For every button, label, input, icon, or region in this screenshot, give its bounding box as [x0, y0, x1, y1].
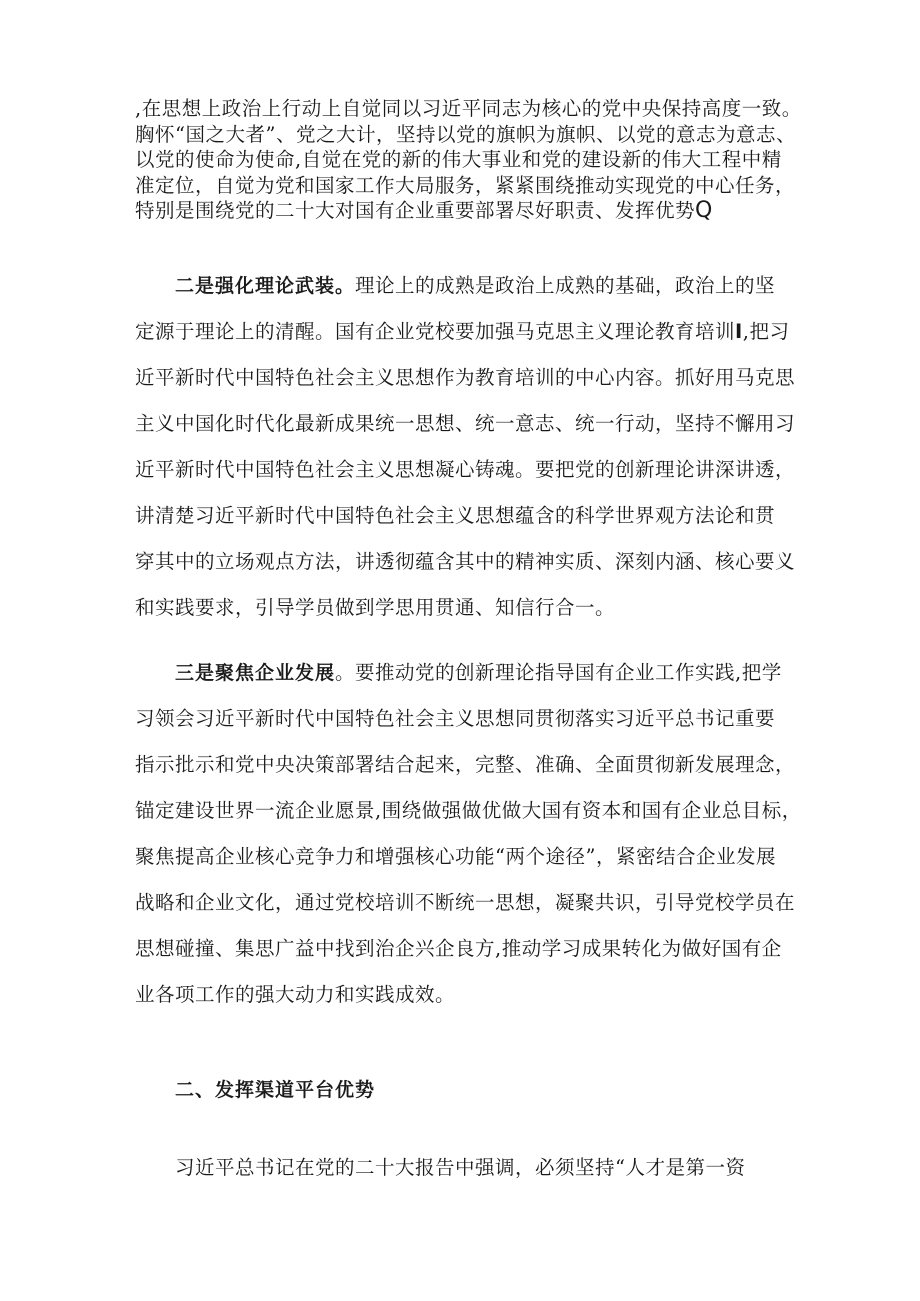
text-line [135, 650, 802, 696]
paragraph-theory-arming [135, 263, 795, 631]
text-line [135, 198, 802, 224]
text-line-content: 定源于理论上的清醒。国有企业党校要加强马克思主义理论教育培训 [135, 320, 736, 343]
paragraph-lead-heading: 二是强化理论武装。 [175, 275, 356, 297]
text-line: 以党的使命为使命,自觉在党的新的伟大事业和党的建设新的伟大工程中精 [135, 148, 782, 171]
text-line: 近平新时代中国特色社会主义思想凝心铸魂。要把党的创新理论讲深讲透， [135, 458, 796, 481]
text-line: 准定位，自觉为党和国家工作大局服务，紧紧围绕推动实现党的中心任务， [135, 173, 796, 197]
text-line [135, 309, 795, 355]
text-line-content: 特别是围绕党的二十大对国有企业重要部署尽好职责、发挥优势 [135, 199, 696, 222]
text-line: 胸怀“国之大者”、党之大计，坚持以党的旗帜为旗帜、以党的意志为意志、 [135, 122, 796, 146]
scan-artifact-mark: Q [695, 198, 713, 223]
text-line: 战略和企业文化，通过党校培训不断统一思想，凝聚共识，引导党校学员在 [135, 891, 796, 914]
text-line: 思想碰撞、集思广益中找到治企兴企良方,推动学习成果转化为做好国有企 [135, 937, 782, 960]
text-line: 聚焦提高企业核心竞争力和增强核心功能“两个途径”，紧密结合企业发展 [135, 845, 776, 868]
text-line: 习近平总书记在党的二十大报告中强调，必须坚持“人才是第一资 [175, 1156, 746, 1179]
paragraph-political-alignment [135, 96, 802, 224]
text-line: 讲清楚习近平新时代中国特色社会主义思想蕴含的科学世界观方法论和贯 [135, 504, 776, 527]
section-heading: 二、发挥渠道平台优势 [175, 1079, 376, 1101]
text-line: 主义中国化时代化最新成果统一思想、统一意志、统一行动，坚持不懈用习 [135, 412, 796, 435]
text-line: 业各项工作的强大动力和实践成效。 [135, 983, 456, 1006]
text-line: 锚定建设世界一流企业愿景,围绕做强做优做大国有资本和国有企业总目标， [135, 799, 802, 822]
text-line-content: 。要推动党的创新理论指导国有企业工作实践,把学 [335, 661, 782, 684]
paragraph-enterprise-development [135, 650, 802, 1018]
text-line [135, 263, 795, 309]
paragraph-talent [135, 1145, 745, 1191]
text-line: ,在思想上政治上行动上自觉同以习近平同志为核心的党中央保持高度一致。 [135, 97, 802, 120]
text-line: 近平新时代中国特色社会主义思想作为教育培训的中心内容。抓好用马克思 [135, 366, 796, 389]
paragraph-lead-heading: 三是聚焦企业发展 [175, 662, 336, 684]
scan-artifact-mark: I [735, 320, 743, 343]
text-line: 穿其中的立场观点方法，讲透彻蕴含其中的精神实质、深刻内涵、核心要义 [135, 550, 796, 573]
text-line: 指示批示和党中央决策部署结合起来，完整、准确、全面贯彻新发展理念， [135, 753, 796, 776]
text-line: 和实践要求，引导学员做到学思用贯通、知信行合一。 [135, 596, 616, 619]
text-line-content: ,把习 [742, 320, 790, 343]
text-line: 习领会习近平新时代中国特色社会主义思想同贯彻落实习近平总书记重要 [135, 707, 776, 730]
text-line-content: 理论上的成熟是政治上成熟的基础，政治上的坚 [355, 274, 776, 297]
